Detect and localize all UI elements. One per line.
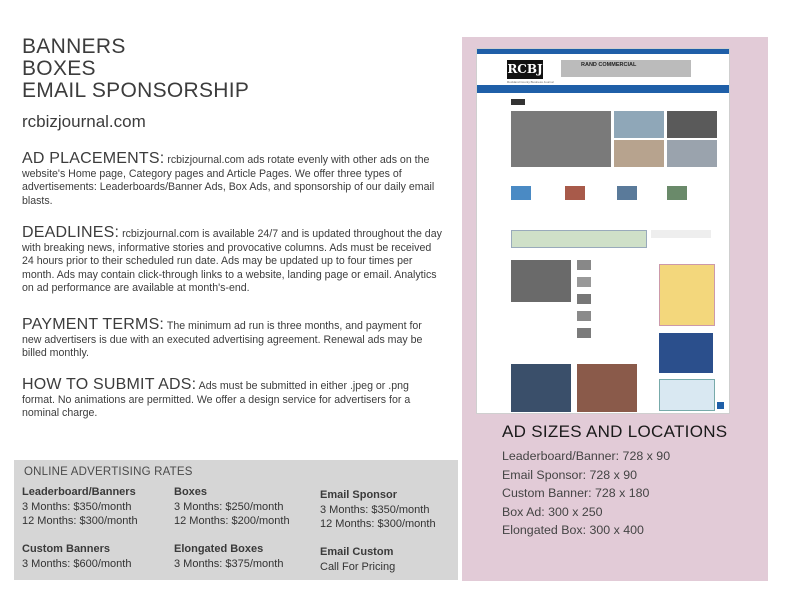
rate-line: 3 Months: $350/month — [320, 503, 430, 516]
nav-bar[interactable] — [477, 85, 729, 93]
section-body: The minimum ad run is three months, and payment for new advertisers is due with an executed advertising agreement. Renewal ads may be billed monthly. — [22, 320, 423, 359]
size-item: Custom Banner: 728 x 180 — [502, 486, 650, 500]
article-image[interactable] — [511, 260, 571, 302]
thumb-image[interactable] — [617, 186, 637, 200]
section-body: Ads must be submitted in either .jpeg or .png format. No animations are permitted. We offer a design service for advertisers for a nominal charge. — [22, 380, 411, 419]
hero-image[interactable] — [511, 111, 611, 167]
thumb-image[interactable] — [577, 277, 591, 287]
sizes-heading: AD SIZES AND LOCATIONS — [502, 422, 728, 441]
box-ad[interactable] — [659, 333, 713, 373]
website-preview — [476, 48, 730, 414]
section-heading: HOW TO SUBMIT ADS: — [22, 376, 197, 393]
thumb-image[interactable] — [577, 260, 591, 270]
rate-line: 3 Months: $350/month — [22, 500, 132, 513]
rate-leaderboard — [22, 485, 138, 529]
section-body: rcbizjournal.com is available 24/7 and is updated throughout the day with breaking news, informative stories and provocative columns. Ads must be received 24 hours prior to their scheduled run date. Ads may be updated up to four times per month. Ads may contain click-through links to a website, landing page or email. Analytics on ad performance are available at month's-end. — [22, 228, 442, 294]
custom-banner-ad[interactable] — [511, 230, 647, 248]
section-body: rcbizjournal.com ads rotate evenly with other ads on the website's Home page, Category pages and Article Pages. We offer three types of advertisements: Leaderboards/Banner Ads, Box Ads, and sponsorship of our daily email blasts. — [22, 154, 435, 207]
thumb-image[interactable] — [577, 294, 591, 304]
title-line-banners: BANNERS — [22, 35, 126, 58]
mailing-list-box[interactable] — [651, 230, 711, 238]
rate-custom-banners — [22, 542, 131, 571]
thumb-image[interactable] — [577, 311, 591, 321]
rate-name: Email Custom — [320, 546, 394, 558]
thumb-image[interactable] — [667, 111, 717, 138]
title-line-email: EMAIL SPONSORSHIP — [22, 79, 250, 102]
rate-boxes — [174, 485, 290, 529]
rate-name: Leaderboard/Banners — [22, 486, 136, 498]
size-item: Leaderboard/Banner: 728 x 90 — [502, 449, 671, 463]
rate-name: Email Sponsor — [320, 489, 398, 501]
article-image[interactable] — [511, 364, 571, 412]
rate-email-custom — [320, 545, 395, 574]
size-item: Elongated Box: 300 x 400 — [502, 523, 644, 537]
thumb-image[interactable] — [577, 328, 591, 338]
rate-name: Elongated Boxes — [174, 543, 264, 555]
site-url: rcbizjournal.com — [22, 112, 146, 131]
article-image[interactable] — [577, 364, 637, 412]
elongated-box-ad[interactable] — [659, 379, 715, 411]
rate-name: Boxes — [174, 486, 208, 498]
thumb-image[interactable] — [565, 186, 585, 200]
rates-box — [14, 460, 458, 580]
rate-line: 12 Months: $300/month — [320, 518, 436, 530]
rate-line: 12 Months: $200/month — [174, 515, 290, 527]
section-deadlines — [22, 226, 442, 296]
thumb-image[interactable] — [614, 140, 664, 167]
thumb-image[interactable] — [667, 186, 687, 200]
section-heading: PAYMENT TERMS: — [22, 316, 165, 333]
rate-name: Custom Banners — [22, 543, 111, 555]
thumb-image[interactable] — [511, 186, 531, 200]
rates-heading: ONLINE ADVERTISING RATES — [24, 466, 193, 478]
logo[interactable]: RCBJ — [507, 60, 543, 79]
section-heading: AD PLACEMENTS: — [22, 150, 165, 167]
section-heading: DEADLINES: — [22, 224, 120, 241]
rate-line: 12 Months: $300/month — [22, 515, 138, 527]
top-bar — [477, 49, 729, 54]
scroll-top-button[interactable] — [717, 402, 724, 409]
rate-line: 3 Months: $600/month — [22, 557, 132, 570]
thumb-image[interactable] — [667, 140, 717, 167]
section-payment-terms — [22, 318, 442, 361]
tagline: Rockland County Business Journal — [507, 80, 554, 84]
rate-line: 3 Months: $250/month — [174, 500, 284, 513]
rate-elongated-boxes — [174, 542, 283, 571]
size-item: Email Sponsor: 728 x 90 — [502, 467, 637, 482]
rate-email-sponsor — [320, 488, 436, 532]
trending-label — [511, 99, 525, 105]
page-title — [22, 36, 249, 102]
size-item: Box Ad: 300 x 250 — [502, 504, 603, 519]
rate-line: 3 Months: $375/month — [174, 557, 284, 570]
thumb-image[interactable] — [614, 111, 664, 138]
section-how-to-submit — [22, 378, 442, 421]
sizes-list — [502, 447, 670, 540]
section-ad-placements — [22, 152, 442, 208]
leaderboard-ad[interactable]: RAND COMMERCIAL — [561, 60, 691, 77]
box-ad[interactable] — [659, 264, 715, 326]
title-line-boxes: BOXES — [22, 57, 96, 80]
rate-line: Call For Pricing — [320, 560, 396, 573]
